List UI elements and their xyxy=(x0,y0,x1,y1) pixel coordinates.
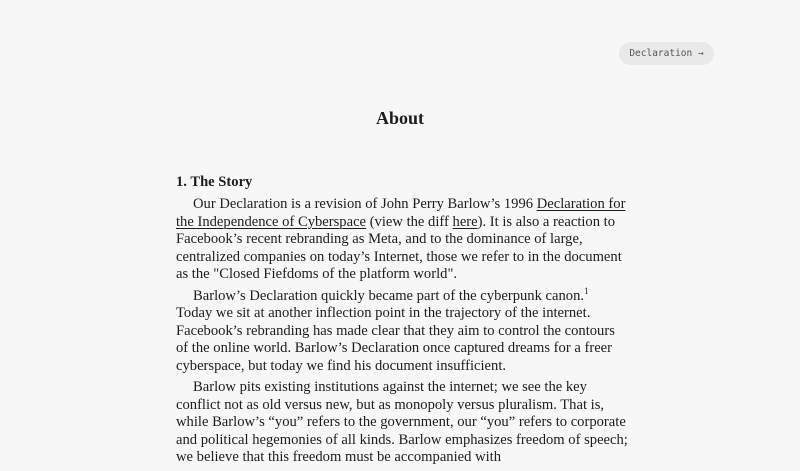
declaration-nav-button[interactable]: Declaration → xyxy=(619,42,714,65)
paragraph-1-text-c: ). It is also a reaction to Facebook’s recent rebranding as Meta, and to the dominance of large, centralized companies on today’s Internet, those we refer to in the document as the "Closed Fiefdoms of the platform world". xyxy=(176,213,622,282)
paragraph-2 xyxy=(176,285,628,376)
paragraph-1-text-a: Our Declaration is a revision of John Perry Barlow’s 1996 xyxy=(193,196,537,212)
diff-here-link[interactable]: here xyxy=(452,213,478,230)
page-title: About xyxy=(375,108,424,128)
paragraph-2-text-a: Barlow’s Declaration quickly became part of the cyberpunk canon. xyxy=(193,287,585,304)
article-body xyxy=(176,172,628,471)
paragraph-1 xyxy=(176,196,628,284)
paragraph-1-text-b: (view the diff xyxy=(366,213,453,230)
footnote-marker[interactable]: 1 xyxy=(584,285,589,296)
section-heading-story: 1. The Story xyxy=(176,174,253,190)
paragraph-2-text-b: Today we sit at another inflection point in the trajectory of the internet. Facebook’s rebranding has made clear that they aim to control the contours of the online world. Barlow’s Declaration once captured dreams for a freer cyberspace, but today we find his document insufficient. xyxy=(176,305,615,374)
paragraph-3-text-a: Barlow pits existing institutions against the internet; we see the key conflict not as old versus new, but as monopoly versus pluralism. That is, while Barlow’s “you” refers to the government, our “you” refers to corporate and political hegemonies of all kinds. Barlow emphasizes freedom of speech; we believe that this freedom must be accompanied with xyxy=(176,379,628,465)
paragraph-3 xyxy=(176,379,628,467)
declaration-independence-link[interactable]: Declaration for the Independence of Cyberspace xyxy=(176,196,626,230)
